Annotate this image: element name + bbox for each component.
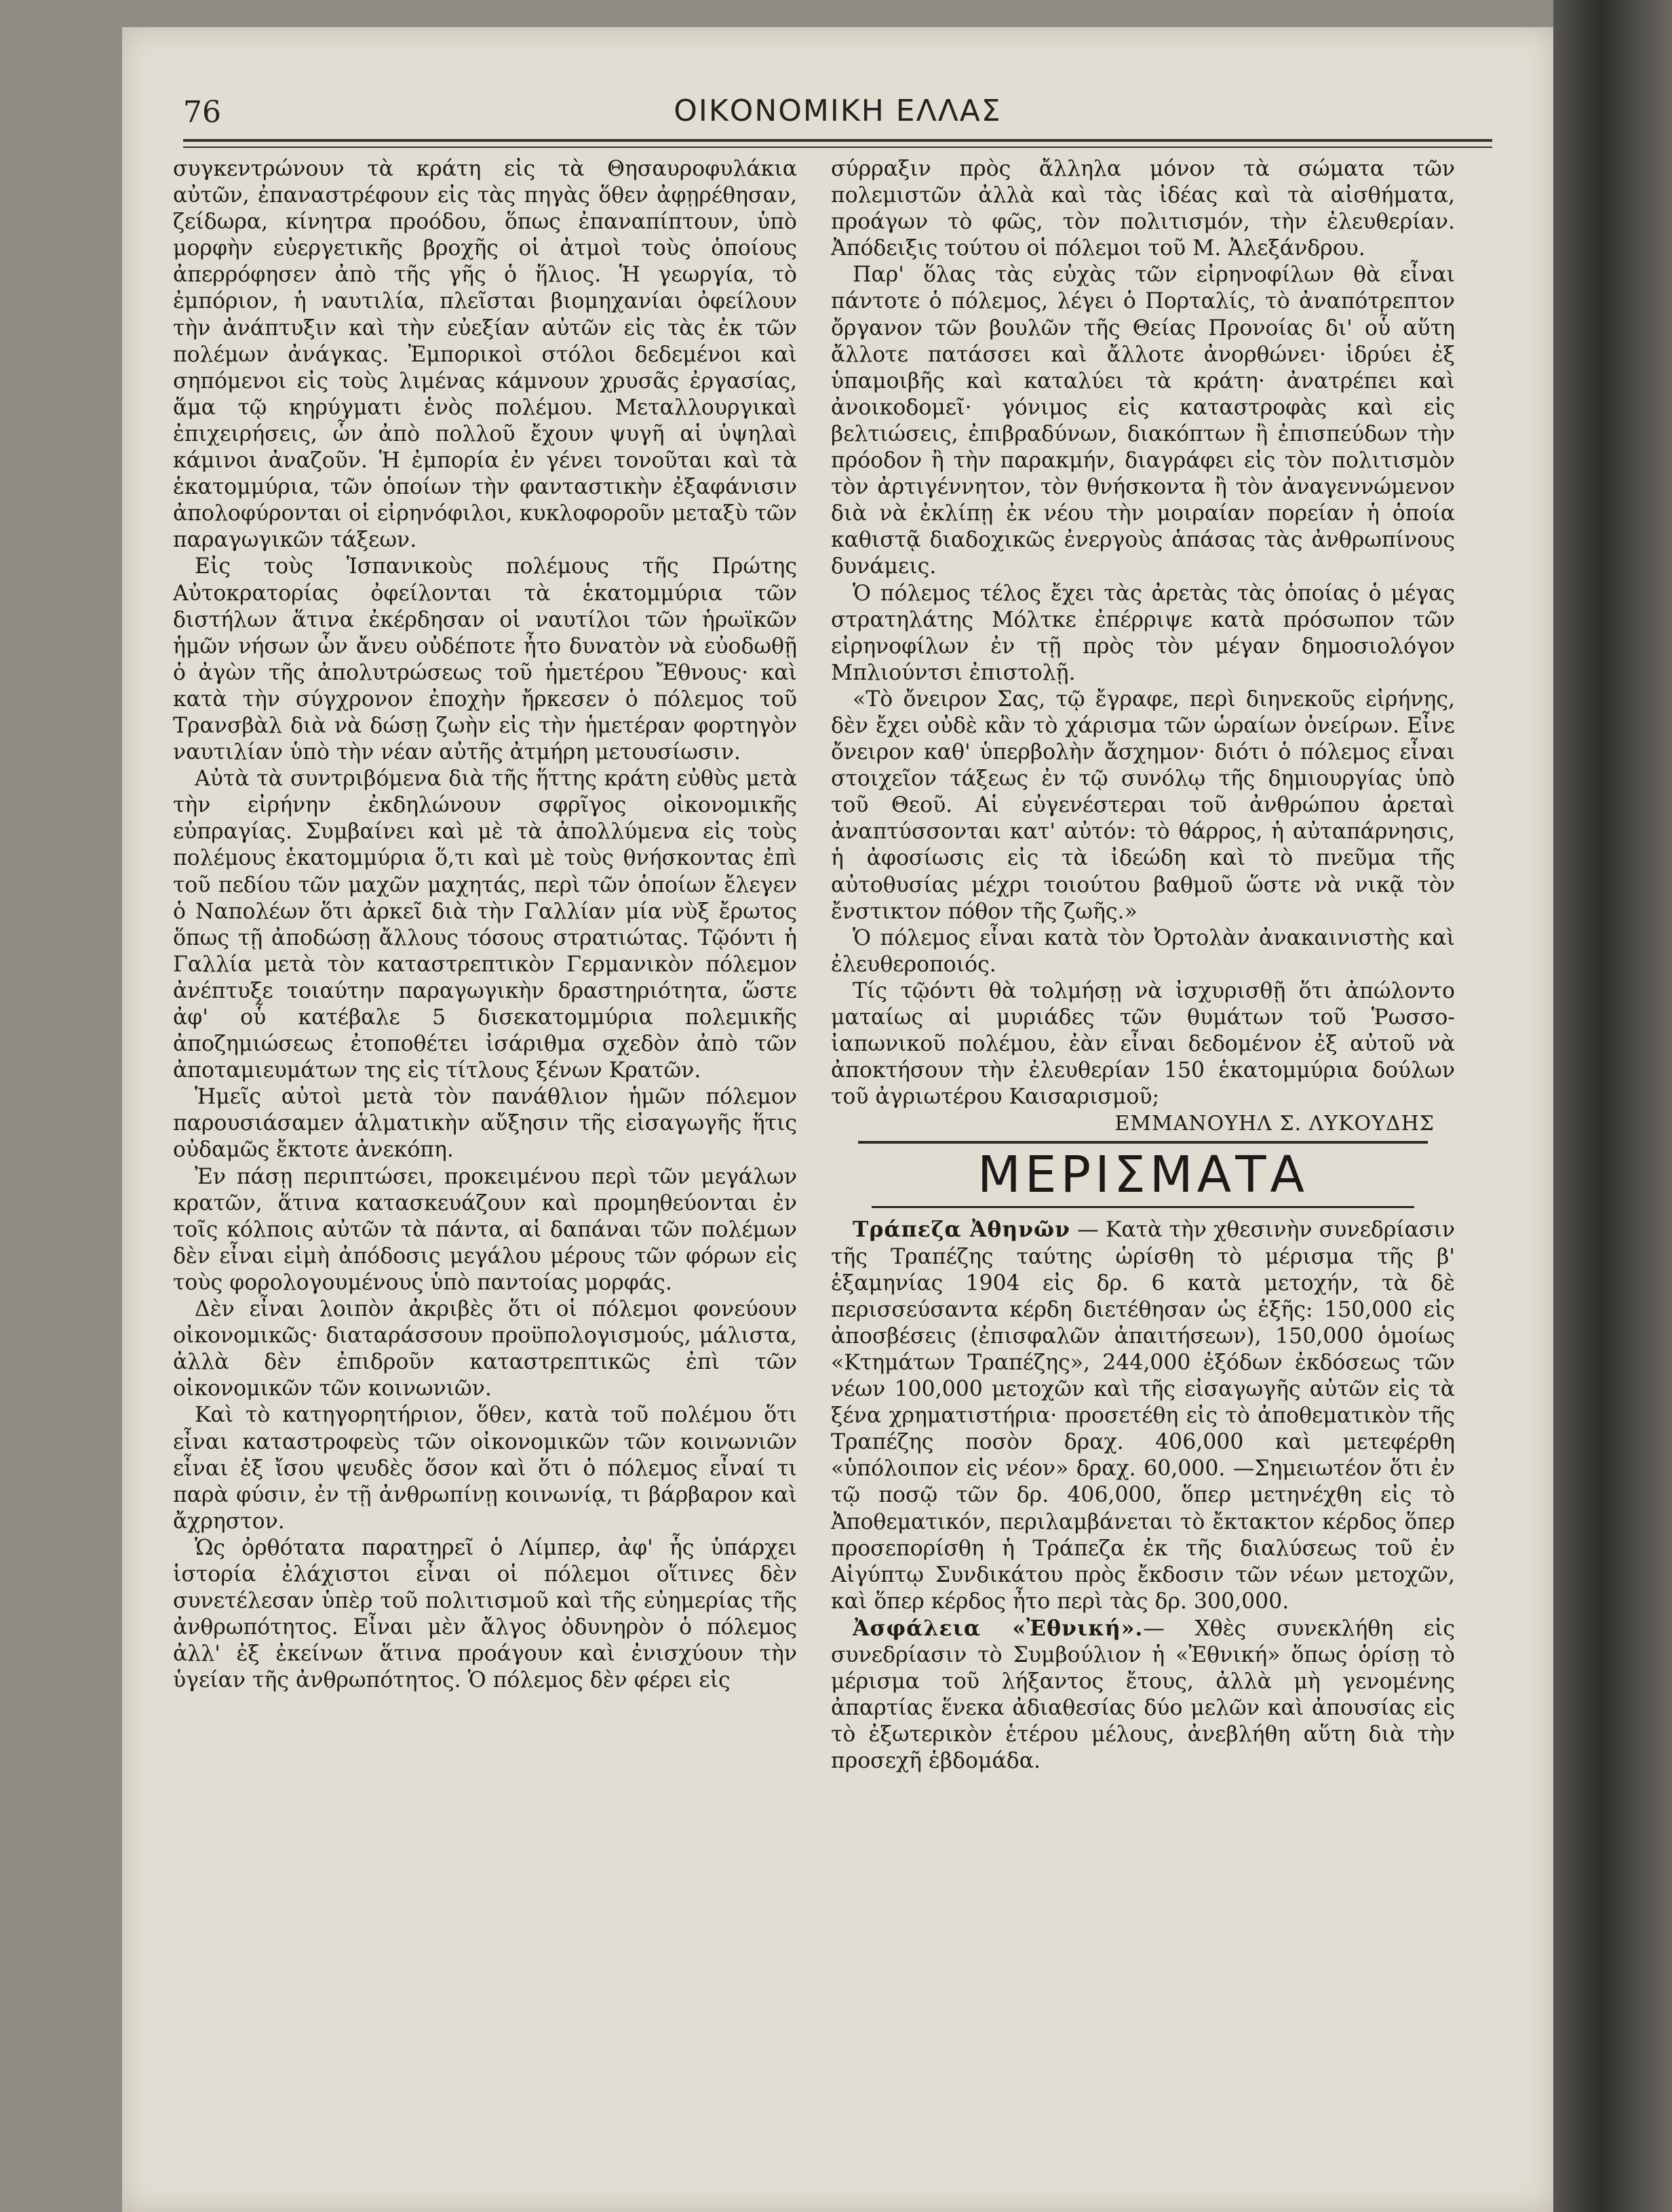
paragraph: Ὁ πόλεμος τέλος ἔχει τὰς ἀρετὰς τὰς ὁποίας ὁ μέγας στρατηλάτης Μόλτκε ἐπέρριψε κατὰ πρόσωπον τῶν εἰρηνοφίλων ἐν τῇ πρὸς τὸν μέγαν δημοσιολόγον Μπλιούντσι ἐπιστολῇ. [831,581,1455,685]
quotation: «Τὸ ὄνειρον Σας, τῷ ἔγραφε, περὶ διηνεκοῦς εἰρήνης, δὲν ἔχει οὐδὲ κἂν τὸ χάρισμα τῶν ὡραίων ὀνείρων. Εἶνε ὄνειρον καθ' ὑπερβολὴν ἄσχημον· διότι ὁ πόλεμος εἶναι στοιχεῖον τάξεως ἐν τῷ συνόλῳ τῆς δημιουργίας ὑπὸ τοῦ Θεοῦ. Αἱ εὐγενέστεραι τοῦ ἀνθρώπου ἀρεταὶ ἀναπτύσσονται κατ' αὐτόν: τὸ θάρρος, ἡ αὐταπάρνησις, ἡ ἀφοσίωσις εἰς τὰ ἰδεώδη καὶ τὸ πνεῦμα τῆς αὐτοθυσίας μέχρι τοιούτου βαθμοῦ ὥστε νὰ νικᾷ τὸν ἔνστικτον πόθον τῆς ζωῆς.» [831,686,1455,924]
dividend-item [831,1615,1455,1775]
page-number: 76 [183,95,221,130]
author-signature: ΕΜΜΑΝΟΥΗΛ Σ. ΛΥΚΟΥΔΗΣ [1114,1112,1435,1136]
paragraph: Ὁ πόλεμος εἶναι κατὰ τὸν Ὀρτολὰν ἀνακαινιστὴς καὶ ἐλευθεροποιός. [831,925,1455,977]
right-column [831,156,1455,1774]
page-header [183,75,1492,136]
paragraph: Τίς τῷόντι θὰ τολμήσῃ νὰ ἰσχυρισθῇ ὅτι ἀπώλοντο ματαίως αἱ μυριάδες τῶν θυμάτων τοῦ Ῥωσσο-ἰαπωνικοῦ πολέμου, ἐὰν εἶναι δεδομένον ἐξ αὐτοῦ νὰ ἀποκτήσουν τὴν ἐλευθερίαν 150 ἑκατομμύρια δούλων τοῦ ἀγριωτέρου Καισαρισμοῦ; [831,978,1455,1110]
item-heading: Τράπεζα Ἀθηνῶν [853,1217,1070,1243]
paragraph: Ὡς ὀρθότατα παρατηρεῖ ὁ Λίμπερ, ἀφ' ἧς ὑπάρχει ἱστορία ἐλάχιστοι εἶναι οἱ πόλεμοι οἵτινες δὲν συνετέλεσαν ὑπὲρ τοῦ πολιτισμοῦ καὶ τῆς εὐημερίας τῆς ἀνθρωπότητος. Εἶναι μὲν ἄλγος ὀδυνηρὸν ὁ πόλεμος ἀλλ' ἐξ ἐκείνων ἅτινα προάγουν καὶ ἐνισχύουν τὴν ὑγείαν τῆς ἀνθρωπότητος. Ὁ πόλεμος δὲν φέρει εἰς [173,1535,797,1693]
item-text: — Χθὲς συνεκλήθη εἰς συνεδρίασιν τὸ Συμβούλιον ἡ «Ἐθνική» ὅπως ὁρίσῃ τὸ μέρισμα τοῦ λήξαντος ἔτους, ἀλλὰ μὴ γενομένης ἀπαρτίας ἕνεκα ἀδιαθεσίας δύο μελῶν καὶ ἀπουσίας εἰς τὸ ἐξωτερικὸν ἑτέρου μέλους, ἀνεβλήθη αὕτη διὰ τὴν προσεχῆ ἑβδομάδα. [831,1616,1455,1774]
paragraph: Ἐν πάσῃ περιπτώσει, προκειμένου περὶ τῶν μεγάλων κρατῶν, ἅτινα κατασκευάζουν καὶ προμηθεύονται ἐν τοῖς κόλποις αὐτῶν τὰ πάντα, αἱ δαπάναι τῶν πολέμων δὲν εἶναι εἰμὴ ἀπόδοσις μεγάλου μέρους τῶν φόρων εἰς τοὺς φορολογουμένους ὑπὸ παντοίας μορφάς. [173,1164,797,1295]
paragraph: Καὶ τὸ κατηγορητήριον, ὅθεν, κατὰ τοῦ πολέμου ὅτι εἶναι καταστροφεὺς τῶν οἰκονομικῶν τῶν κοινωνιῶν εἶναι ἐξ ἴσου ψευδὲς ὅσον καὶ ὅτι ὁ πόλεμος εἶναί τι παρὰ φύσιν, ἐν τῇ ἀνθρωπίνῃ κοινωνίᾳ, τι βάρβαρον καὶ ἄχρηστον. [173,1403,797,1534]
item-heading: Ἀσφάλεια «Ἐθνική». [853,1615,1144,1641]
journal-title: ΟΙΚΟΝΟΜΙΚΗ ΕΛΛΑΣ [674,94,1002,128]
paragraph: Παρ' ὅλας τὰς εὐχὰς τῶν εἰρηνοφίλων θὰ εἶναι πάντοτε ὁ πόλεμος, λέγει ὁ Πορταλίς, τὸ ἀναπότρεπτον ὄργανον τῶν βουλῶν τῆς Θείας Προνοίας δι' οὗ αὕτη ἄλλοτε πατάσσει καὶ ἄλλοτε ἀνορθώνει· ἱδρύει ἐξ ὑπαμοιβῆς καὶ καταλύει τὰ κράτη· ἀνατρέπει καὶ ἀνοικοδομεῖ· γόνιμος εἰς καταστροφὰς καὶ εἰς βελτιώσεις, ἐπιβραδύνων, διακόπτων ἢ ἐπισπεύδων τὴν πρόοδον ἢ τὴν παρακμήν, διαγράφει εἰς τὸν πολιτισμὸν τὸν ἀρτιγέννητον, τὸν θνήσκοντα ἢ τὸν ἀναγεννώμενον διὰ νὰ ἐκλίπῃ ἐκ νέου τὴν μοιραίαν πορείαν ἡ ὁποία καθιστᾷ διαδοχικῶς ἐνεργοὺς ἁπάσας τὰς ἀνθρωπίνους δυνάμεις. [831,263,1455,579]
item-text: — Κατὰ τὴν χθεσινὴν συνεδρίασιν τῆς Τραπέζης ταύτης ὡρίσθη τὸ μέρισμα τῆς β' ἑξαμηνίας 1904 εἰς δρ. 6 κατὰ μετοχήν, τὰ δὲ περισσεύσαντα κέρδη διετέθησαν ὡς ἑξῆς: 150,000 εἰς ἀποσβέσεις (ἐπισφαλῶν ἀπαιτήσεων), 150,000 ὁμοίως «Κτημάτων Τραπέζης», 244,000 ἐξόδων ἐκδόσεως τῶν νέων 100,000 μετοχῶν καὶ τῆς εἰσαγωγῆς αὐτῶν εἰς τὰ ξένα χρηματιστήρια· προσετέθη εἰς τὸ ἀποθεματικὸν τῆς Τραπέζης ποσὸν δραχ. 406,000 καὶ μετεφέρθη «ὑπόλοιπον εἰς νέον» δραχ. 60,000. —Σημειωτέον ὅτι ἐν τῷ ποσῷ τῶν δρ. 406,000, ὅπερ μετηνέχθη εἰς τὸ Ἀποθεματικόν, περιλαμβάνεται τὸ ἔκτακτον κέρδος ὅπερ προσεπορίσθη ἡ Τράπεζα ἐκ τῆς διαλύσεως τοῦ ἐν Αἰγύπτῳ Συνδικάτου πρὸς ἔκδοσιν τῶν νέων μετοχῶν, καὶ ὅπερ κέρδος ἦτο περὶ τὰς δρ. 300,000. [831,1218,1456,1614]
section-title: ΜΕΡΙΣΜΑΤΑ [977,1146,1309,1205]
section-rule [872,1206,1414,1208]
header-rule [183,139,1492,142]
paragraph: Ἡμεῖς αὐτοὶ μετὰ τὸν πανάθλιον ἡμῶν πόλεμον παρουσιάσαμεν ἁλματικὴν αὔξησιν τῆς εἰσαγωγῆς ἥτις οὐδαμῶς ἔκτοτε ἀνεκόπη. [173,1085,797,1163]
paragraph: Δὲν εἶναι λοιπὸν ἀκριβὲς ὅτι οἱ πόλεμοι φονεύουν οἰκονομικῶς· διαταράσσουν προϋπολογισμούς, μάλιστα, ἀλλὰ δὲν ἐπιδροῦν καταστρεπτικῶς ἐπὶ τῶν οἰκονομικῶν τῶν κοινωνιῶν. [173,1297,797,1401]
paragraph: σύρραξιν πρὸς ἄλληλα μόνον τὰ σώματα τῶν πολεμιστῶν ἀλλὰ καὶ τὰς ἰδέας καὶ τὰ αἰσθήματα, προάγων τὸ φῶς, τὸν πολιτισμόν, τὴν ἐλευθερίαν. Ἀπόδειξις τούτου οἱ πόλεμοι τοῦ Μ. Ἀλεξάνδρου. [831,157,1455,261]
dividend-item [831,1216,1455,1614]
journal-page [122,27,1553,2212]
left-column [173,156,797,1694]
header-rule-thin [183,147,1492,148]
paragraph: Αὐτὰ τὰ συντριβόμενα διὰ τῆς ἥττης κράτη εὐθὺς μετὰ τὴν εἰρήνην ἐκδηλώνουν σφρῖγος οἰκονομικῆς εὐπραγίας. Συμβαίνει καὶ μὲ τὰ ἀπολλύμενα εἰς τοὺς πολέμους ἑκατομμύρια ὅ,τι καὶ μὲ τοὺς θνήσκοντας ἐπὶ τοῦ πεδίου τῶν μαχῶν μαχητάς, περὶ τῶν ὁποίων ἔλεγεν ὁ Ναπολέων ὅτι ἀρκεῖ διὰ τὴν Γαλλίαν μία νὺξ ἔρωτος ὅπως τῇ ἀποδώσῃ ἄλλους τόσους στρατιώτας. Τῷόντι ἡ Γαλλία μετὰ τὸν καταστρεπτικὸν Γερμανικὸν πόλεμον ἀνέπτυξε τοιαύτην παραγωγικὴν δραστηριότητα, ὥστε ἀφ' οὗ κατέβαλε 5 δισεκατομμύρια πολεμικῆς ἀποζημιώσεως ἐτοποθέτει ἰσάριθμα σχεδὸν ἀπὸ τῶν ἀποταμιευμάτων της εἰς τίτλους ξένων Κρατῶν. [173,767,797,1083]
book-binding [1553,0,1672,2212]
paragraph: συγκεντρώνουν τὰ κράτη εἰς τὰ Θησαυροφυλάκια αὐτῶν, ἐπαναστρέφουν εἰς τὰς πηγὰς ὅθεν ἀφῃρέθησαν, ζείδωρα, κίνητρα προόδου, ὅπως ἐπαναπίπτουν, ὑπὸ μορφὴν εὐεργετικῆς βροχῆς οἱ ἀτμοὶ τοὺς ὁποίους ἀπερρόφησεν ἀπὸ τῆς γῆς ὁ ἥλιος. Ἡ γεωργία, τὸ ἐμπόριον, ἡ ναυτιλία, πλεῖσται βιομηχανίαι ὀφείλουν τὴν ἀνάπτυξιν καὶ τὴν εὐεξίαν αὐτῶν εἰς τὰς ἐκ τῶν πολέμων ἀνάγκας. Ἐμπορικοὶ στόλοι δεδεμένοι καὶ σηπόμενοι εἰς τοὺς λιμένας κάμνουν χρυσᾶς ἐργασίας, ἅμα τῷ κηρύγματι ἑνὸς πολέμου. Μεταλλουργικαὶ ἐπιχειρήσεις, ὧν ἀπὸ πολλοῦ ἔχουν ψυγῆ αἱ ὑψηλαὶ κάμινοι ἀναζοῦν. Ἡ ἐμπορία ἐν γένει τονοῦται καὶ τὰ ἑκατομμύρια, τῶν ὁποίων τὴν φανταστικὴν ἐξαφάνισιν ἀπολοφύρονται οἱ εἰρηνόφιλοι, κυκλοφοροῦν μεταξὺ τῶν παραγωγικῶν τάξεων. [173,157,797,553]
paragraph: Εἰς τοὺς Ἱσπανικοὺς πολέμους τῆς Πρώτης Αὐτοκρατορίας ὀφείλονται τὰ ἑκατομμύρια τῶν διστήλων ἅτινα ἐκέρδησαν οἱ ναυτίλοι τῶν ἡρωϊκῶν ἡμῶν νήσων ὧν ἄνευ οὐδέποτε ἦτο δυνατὸν νὰ εὐοδωθῇ ὁ ἀγὼν τῆς ἀπολυτρώσεως τοῦ ἡμετέρου Ἔθνους· καὶ κατὰ τὴν σύγχρονον ἐποχὴν ἤρκεσεν ὁ πόλεμος τοῦ Τρανσβὰλ διὰ νὰ δώσῃ ζωὴν εἰς τὴν ἡμετέραν φορτηγὸν ναυτιλίαν ὑπὸ τὴν νέαν αὐτῆς ἀτμήρη μετουσίωσιν. [173,554,797,765]
